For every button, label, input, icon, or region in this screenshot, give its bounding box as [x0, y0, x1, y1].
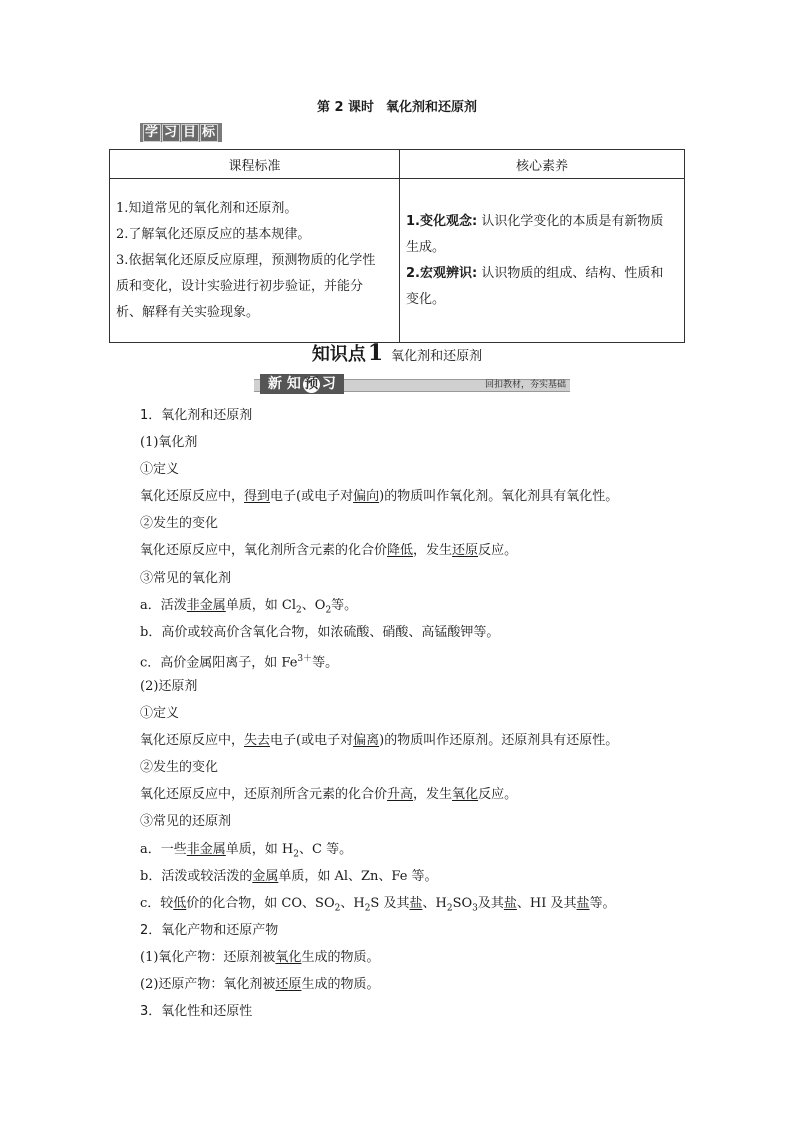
- text-run: 等。: [312, 655, 339, 671]
- subscript: 2: [334, 903, 341, 914]
- paragraph: [140, 727, 700, 754]
- new-knowledge-banner: [254, 374, 570, 394]
- literacy-text: 认识物质的组成、结构、性质和: [477, 265, 664, 281]
- item-heading: ③常见的还原剂: [140, 814, 232, 830]
- paragraph: [140, 781, 700, 808]
- item-heading: ①定义: [140, 706, 180, 722]
- text-run: (1)氧化产物：还原剂被: [140, 949, 276, 965]
- underlined-term: 低: [173, 895, 187, 911]
- banner-char: 新: [268, 376, 282, 392]
- badge-char: 习: [164, 125, 179, 140]
- text-run: 单质，如 Al、Zn、Fe 等。: [278, 868, 438, 884]
- underlined-term: 偏向: [353, 489, 380, 505]
- literacy-item: [406, 209, 678, 235]
- lesson-topic: 氧化剂和还原剂: [386, 100, 478, 115]
- underlined-term: 升高: [387, 787, 414, 803]
- col-header-literacy: 核心素养: [400, 150, 685, 179]
- list-item: [140, 646, 700, 673]
- underlined-term: 偏离: [353, 733, 380, 749]
- learning-goals-badge: [140, 123, 222, 142]
- text-run: 单质，如 H: [225, 841, 294, 857]
- underlined-term: 盐: [576, 895, 590, 911]
- literacy-item: [406, 261, 678, 287]
- banner-label: [260, 374, 344, 394]
- paragraph: [140, 537, 700, 564]
- standard-item: 3.依据氧化还原反应原理，预测物质的化学性: [116, 252, 376, 268]
- superscript: 3＋: [297, 653, 313, 664]
- banner-subtitle: 回扣教材，夯实基础: [484, 380, 566, 390]
- underlined-term: 盐: [503, 895, 517, 911]
- text-run: 电子(或电子对: [270, 489, 354, 505]
- badge-char: 标: [202, 125, 217, 140]
- underlined-term: 金属: [252, 868, 279, 884]
- item-heading: ②发生的变化: [140, 516, 219, 532]
- text-run: 电子(或电子对: [270, 733, 354, 749]
- subscript: 2: [293, 849, 299, 860]
- section-heading: 2．氧化产物和还原产物: [140, 922, 279, 938]
- underlined-term: 降低: [387, 543, 414, 559]
- subscript: 2: [325, 605, 332, 616]
- list-item: [140, 863, 700, 890]
- text-run: 生成的物质。: [301, 976, 380, 992]
- standard-item: 1.知道常见的氧化剂和还原剂。: [116, 200, 298, 216]
- literacy-label: 1.变化观念:: [406, 213, 478, 229]
- text-run: 单质，如 Cl: [225, 597, 297, 613]
- item-heading: ②发生的变化: [140, 760, 219, 776]
- paragraph: [140, 944, 700, 971]
- underlined-term: 失去: [244, 733, 271, 749]
- underlined-term: 氧化: [275, 949, 302, 965]
- underlined-term: 非金属: [186, 597, 226, 613]
- section-heading: 3．氧化性和还原性: [140, 1004, 253, 1020]
- list-item: [140, 592, 700, 619]
- text-run: ，发生: [413, 787, 453, 803]
- text-run: 、HI 及其: [516, 895, 577, 911]
- text-run: 等。: [331, 597, 358, 613]
- standards-cell: [110, 179, 400, 343]
- text-run: 氧化还原反应中，: [140, 733, 245, 749]
- underlined-term: 非金属: [186, 841, 226, 857]
- text-run: (2)还原产物：氧化剂被: [140, 976, 276, 992]
- subscript: 2: [296, 605, 302, 616]
- text-run: S 及其: [370, 895, 410, 911]
- text-run: ，发生: [413, 543, 453, 559]
- item-heading: ③常见的氧化剂: [140, 570, 232, 586]
- subscript: 2: [364, 903, 371, 914]
- literacy-item-cont: 生成。: [406, 239, 446, 255]
- banner-char: 习: [321, 376, 336, 392]
- section-heading: 1．氧化剂和还原剂: [140, 408, 253, 423]
- text-run: 氧化还原反应中，: [140, 489, 245, 505]
- text-run: )的物质叫作氧化剂。氧化剂具有氧化性。: [379, 489, 619, 505]
- underlined-term: 氧化: [452, 787, 479, 803]
- text-run: 价的化合物，如 CO、SO: [186, 895, 335, 911]
- underlined-term: 还原: [452, 543, 479, 559]
- text-run: 反应。: [478, 543, 518, 559]
- text-run: a．一些: [140, 841, 187, 857]
- text-run: c．高价金属阳离子，如 Fe: [140, 655, 298, 671]
- text-run: 反应。: [478, 787, 518, 803]
- text-run: 、H: [340, 895, 365, 911]
- text-run: 及其: [477, 895, 504, 911]
- banner-char-circled: 预: [304, 376, 319, 392]
- text-run: b．活泼或较活泼的: [140, 868, 253, 884]
- text-run: SO: [452, 895, 473, 911]
- item-heading: ①定义: [140, 462, 180, 478]
- text-run: a．活泼: [140, 597, 187, 613]
- text-run: c．较: [140, 895, 174, 911]
- subscript: 2: [446, 903, 453, 914]
- banner-char: 知: [286, 376, 301, 392]
- list-item: [140, 836, 700, 863]
- subscript: 3: [472, 903, 478, 914]
- underlined-term: 得到: [244, 489, 271, 505]
- paragraph: [140, 483, 700, 510]
- literacy-cell: [400, 179, 685, 343]
- paragraph: [140, 971, 700, 998]
- list-item: [140, 890, 700, 917]
- knowledge-point-label: 知识点: [311, 344, 366, 365]
- knowledge-point-title: 氧化剂和还原剂: [391, 349, 483, 364]
- standard-item: 2.了解氧化还原反应的基本规律。: [116, 226, 311, 242]
- literacy-text: 认识化学变化的本质是有新物质: [477, 213, 664, 229]
- col-header-standards: 课程标准: [110, 150, 400, 179]
- subsection-heading: (2)还原剂: [140, 678, 198, 694]
- text-run: 等。: [589, 895, 616, 911]
- subsection-heading: (1)氧化剂: [140, 435, 198, 451]
- text-run: 氧化还原反应中，还原剂所含元素的化合价: [140, 787, 388, 803]
- standard-item: 析、解释有关实验现象。: [116, 304, 260, 320]
- text-run: 、O: [301, 597, 326, 613]
- lesson-content: [140, 402, 700, 1025]
- underlined-term: 还原: [275, 976, 302, 992]
- text-run: 生成的物质。: [301, 949, 380, 965]
- goals-table: [109, 149, 685, 343]
- lesson-title: [0, 96, 794, 115]
- text-run: 、H: [422, 895, 447, 911]
- standard-item: 质和变化，设计实验进行初步验证，并能分: [116, 278, 364, 294]
- text-run: )的物质叫作还原剂。还原剂具有还原性。: [379, 733, 619, 749]
- text-run: 、C 等。: [299, 841, 353, 857]
- knowledge-point-number: 1: [367, 340, 384, 366]
- underlined-term: 盐: [409, 895, 423, 911]
- literacy-item-cont: 变化。: [406, 291, 446, 307]
- lesson-number: 第 2 课时: [316, 100, 375, 115]
- list-item: b．高价或较高价含氧化合物，如浓硫酸、硝酸、高锰酸钾等。: [140, 624, 500, 640]
- text-run: 氧化还原反应中，氧化剂所含元素的化合价: [140, 543, 388, 559]
- literacy-label: 2.宏观辨识:: [406, 265, 478, 281]
- badge-char: 学: [145, 125, 160, 140]
- knowledge-point-heading: [0, 340, 794, 366]
- badge-char: 目: [183, 125, 198, 140]
